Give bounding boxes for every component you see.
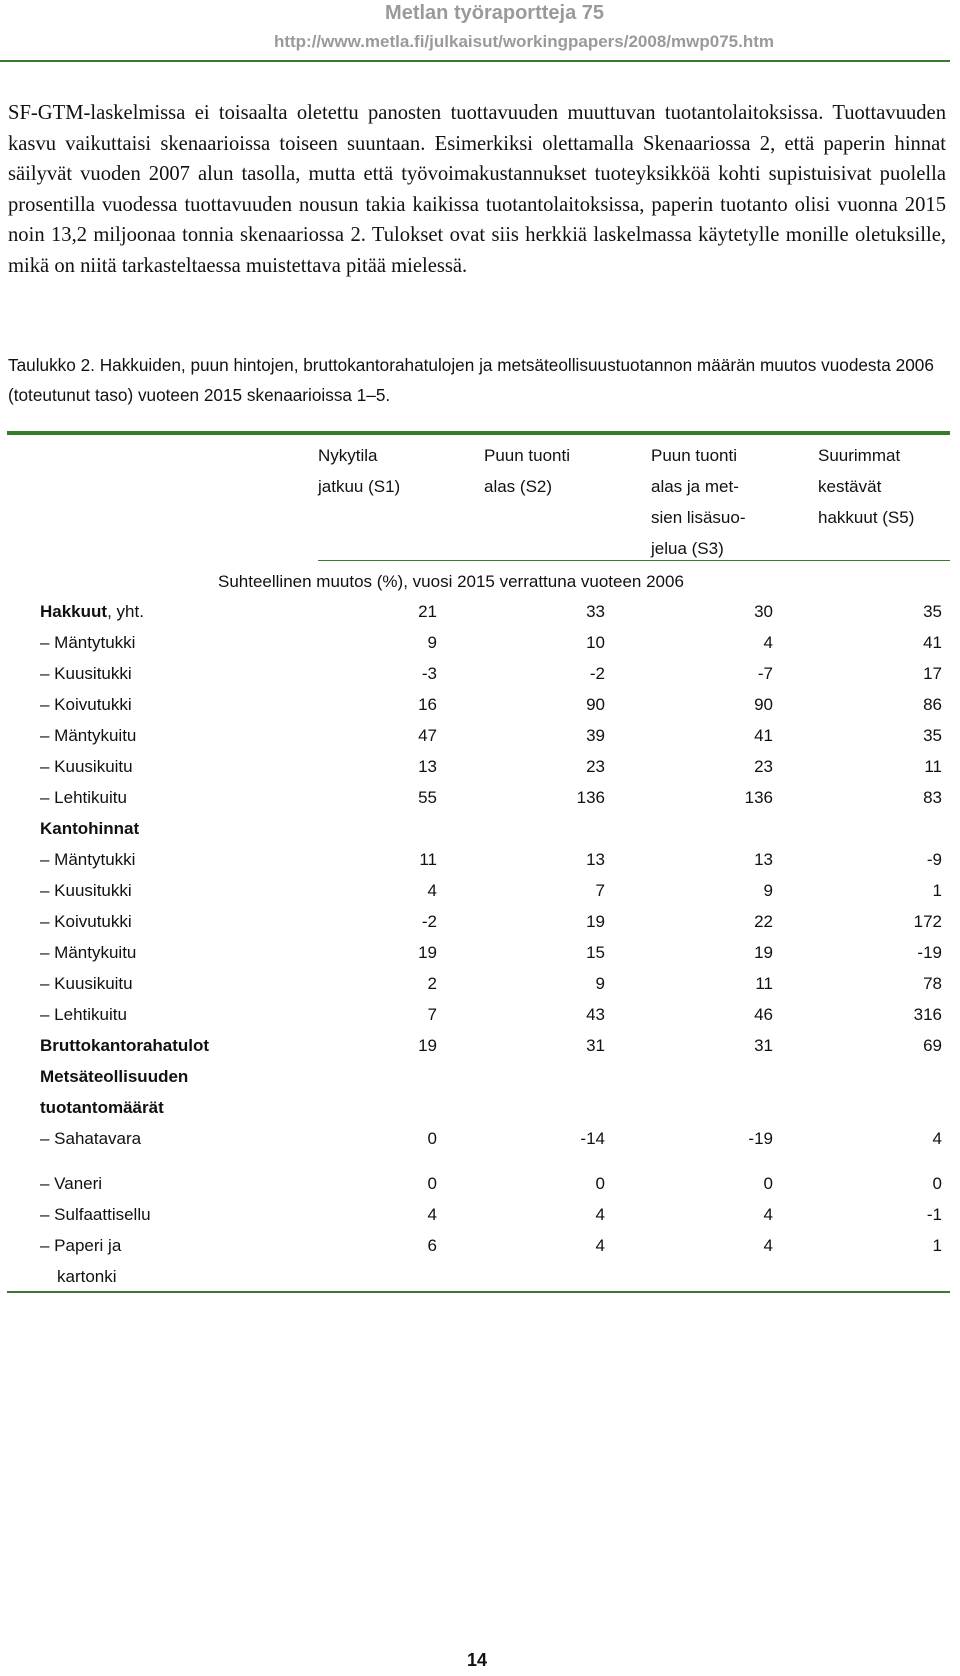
table-cell: 86 — [923, 695, 942, 714]
table-cell: 136 — [744, 788, 773, 807]
table-cell: 21 — [418, 602, 437, 621]
table-cell: 78 — [923, 974, 942, 993]
header-rule — [0, 60, 950, 62]
table-caption: Taulukko 2. Hakkuiden, puun hintojen, bruttokantorahatulojen ja metsäteollisuustuotannon määrän muutos vuodesta 2006 (toteutunut taso) vuoteen 2015 skenaarioissa 1–5. — [8, 355, 934, 405]
table-cell: 19 — [418, 943, 437, 962]
table-cell: 0 — [763, 1174, 773, 1193]
row-label — [40, 943, 136, 963]
table-cell: 4 — [763, 633, 773, 652]
row-label-text: – Paperi ja — [40, 1236, 122, 1255]
table-cell: 10 — [586, 633, 605, 652]
table-cell: 41 — [923, 633, 942, 652]
row-label-text: , yht. — [107, 602, 144, 621]
row-label — [40, 1036, 209, 1056]
table-cell: 4 — [763, 1205, 773, 1224]
table-cell: 11 — [419, 850, 437, 869]
table-cell: 1 — [932, 1236, 942, 1255]
table-cell: 2 — [427, 974, 437, 993]
row-label — [40, 1005, 127, 1025]
row-label — [40, 819, 139, 839]
col-header-s2-line2: alas (S2) — [484, 477, 553, 496]
table-cell: -14 — [580, 1129, 605, 1148]
row-label — [40, 633, 135, 653]
row-label — [57, 1267, 117, 1287]
row-label — [40, 850, 135, 870]
body-paragraph: SF-GTM-laskelmissa ei toisaalta oletettu panosten tuottavuuden muuttuvan tuotantolaitoksissa. Tuottavuuden kasvu vaikuttaisi skenaarioissa toiseen suuntaan. Esimerkiksi olettamalla Skenaariossa 2, että paperin hinnat säilyvät vuoden 2007 alun tasolla, mutta että työvoimakustannukset tuoteyksikköä kohti supistuisivat puolella prosentilla vuodessa tuottavuuden nousun takia kaikissa tuotantolaitoksissa, paperin tuotanto olisi vuonna 2015 noin 13,2 miljoonaa tonnia skenaariossa 2. Tulokset ovat siis herkkiä laskelmassa käytetylle monille oletuksille, mikä on niitä tarkasteltaessa muistettava pitää mielessä. — [8, 102, 946, 277]
row-label-text: – Mäntytukki — [40, 850, 136, 869]
table-cell: 69 — [923, 1036, 942, 1055]
row-label-bold: Kantohinnat — [40, 819, 140, 838]
row-label-text: – Lehtikuitu — [40, 788, 127, 807]
table-cell: 55 — [418, 788, 437, 807]
row-label-text: – Mäntykuitu — [40, 943, 137, 962]
row-label-text: – Koivutukki — [40, 695, 132, 714]
table-cell: 11 — [924, 757, 942, 776]
header-divider — [318, 560, 950, 561]
table-cell: 19 — [754, 943, 773, 962]
row-label — [40, 1174, 102, 1194]
table-cell: 35 — [923, 726, 942, 745]
table-cell: 90 — [754, 695, 773, 714]
row-label-text: – Sulfaattisellu — [40, 1205, 151, 1224]
row-label-text: – Kuusikuitu — [40, 974, 133, 993]
table-cell: 0 — [932, 1174, 942, 1193]
table-cell: 23 — [586, 757, 605, 776]
table-cell: 19 — [418, 1036, 437, 1055]
table-cell: 9 — [427, 633, 437, 652]
row-label — [40, 757, 133, 777]
row-label — [40, 788, 127, 808]
table-cell: 13 — [754, 850, 773, 869]
row-label — [40, 1205, 151, 1225]
table-cell: 9 — [763, 881, 773, 900]
table-cell: 7 — [595, 881, 605, 900]
table-cell: -2 — [589, 664, 605, 683]
row-label — [40, 1067, 188, 1087]
col-header-s5-line2: kestävät — [818, 477, 882, 496]
table-cell: -3 — [421, 664, 437, 683]
table-cell: -19 — [748, 1129, 773, 1148]
table-cell: 4 — [595, 1236, 605, 1255]
table-cell: 136 — [576, 788, 605, 807]
col-header-s3-line3: sien lisäsuo- — [651, 508, 746, 527]
table-cell: 33 — [586, 602, 605, 621]
table-top-rule — [7, 431, 950, 435]
row-label — [40, 1098, 164, 1118]
table-cell: 9 — [595, 974, 605, 993]
table-cell: 47 — [418, 726, 437, 745]
row-label — [40, 974, 133, 994]
table-cell: 4 — [427, 1205, 437, 1224]
table-cell: 4 — [595, 1205, 605, 1224]
col-header-s3-line4: jelua (S3) — [651, 539, 724, 558]
table-cell: 15 — [586, 943, 605, 962]
table-cell: 1 — [932, 881, 942, 900]
table-cell: 43 — [586, 1005, 605, 1024]
row-label — [40, 1236, 121, 1256]
series-title: Metlan työraportteja 75 — [385, 2, 604, 24]
table-cell: 35 — [923, 602, 942, 621]
table-cell: 39 — [586, 726, 605, 745]
table-cell: 90 — [586, 695, 605, 714]
col-header-s5-line1: Suurimmat — [818, 446, 901, 465]
table-cell: 41 — [754, 726, 773, 745]
col-header-s1-line1: Nykytila — [318, 446, 378, 465]
series-url: http://www.metla.fi/julkaisut/workingpapers/2008/mwp075.htm — [273, 32, 774, 51]
row-label — [40, 695, 132, 715]
table-cell: -9 — [926, 850, 942, 869]
table-cell: 4 — [763, 1236, 773, 1255]
row-label-bold: tuotantomäärät — [40, 1098, 164, 1117]
table-subheader: Suhteellinen muutos (%), vuosi 2015 verrattuna vuoteen 2006 — [218, 572, 684, 591]
table-cell: 17 — [923, 664, 942, 683]
table-cell: 23 — [754, 757, 773, 776]
row-label — [40, 881, 132, 901]
table-cell: 316 — [913, 1005, 942, 1024]
row-label-text: kartonki — [57, 1267, 117, 1286]
row-label — [40, 602, 144, 622]
row-label-text: – Kuusitukki — [40, 664, 132, 683]
row-label — [40, 912, 132, 932]
table-cell: 0 — [595, 1174, 605, 1193]
row-label-text: – Kuusitukki — [40, 881, 132, 900]
table-cell: 46 — [754, 1005, 773, 1024]
table-cell: 13 — [586, 850, 605, 869]
table-cell: 31 — [586, 1036, 605, 1055]
table-cell: 172 — [913, 912, 942, 931]
table-bottom-rule — [7, 1291, 950, 1293]
col-header-s1-line2: jatkuu (S1) — [318, 477, 401, 496]
table-cell: 0 — [427, 1174, 437, 1193]
table-cell: 30 — [754, 602, 773, 621]
table-cell: 0 — [427, 1129, 437, 1148]
row-label-bold: Hakkuut — [40, 602, 108, 621]
row-label-text: – Lehtikuitu — [40, 1005, 127, 1024]
row-label-text: – Koivutukki — [40, 912, 132, 931]
col-header-s3-line2: alas ja met- — [651, 477, 739, 496]
page-number: 14 — [467, 1650, 488, 1670]
row-label — [40, 664, 132, 684]
table-cell: 6 — [427, 1236, 437, 1255]
row-label-bold: Bruttokantorahatulot — [40, 1036, 210, 1055]
row-label-text: – Mäntykuitu — [40, 726, 137, 745]
col-header-s3-line1: Puun tuonti — [651, 446, 738, 465]
row-label-text: – Mäntytukki — [40, 633, 136, 652]
table-cell: -7 — [757, 664, 773, 683]
table-cell: 7 — [427, 1005, 437, 1024]
table-cell: 83 — [923, 788, 942, 807]
row-label-text: – Kuusikuitu — [40, 757, 133, 776]
table-cell: 13 — [418, 757, 437, 776]
row-label — [40, 726, 136, 746]
table-cell: 16 — [418, 695, 437, 714]
table-cell: -19 — [917, 943, 942, 962]
table-cell: 22 — [754, 912, 773, 931]
table-cell: -1 — [926, 1205, 942, 1224]
row-label-text: – Vaneri — [40, 1174, 103, 1193]
table-cell: 31 — [754, 1036, 773, 1055]
table-cell: 4 — [427, 881, 437, 900]
table-cell: 11 — [755, 974, 773, 993]
row-label — [40, 1129, 141, 1149]
col-header-s5-line3: hakkuut (S5) — [818, 508, 915, 527]
table-cell: -2 — [421, 912, 437, 931]
table-cell: 19 — [586, 912, 605, 931]
table-cell: 4 — [932, 1129, 942, 1148]
row-label-text: – Sahatavara — [40, 1129, 142, 1148]
col-header-s2-line1: Puun tuonti — [484, 446, 571, 465]
row-label-bold: Metsäteollisuuden — [40, 1067, 189, 1086]
